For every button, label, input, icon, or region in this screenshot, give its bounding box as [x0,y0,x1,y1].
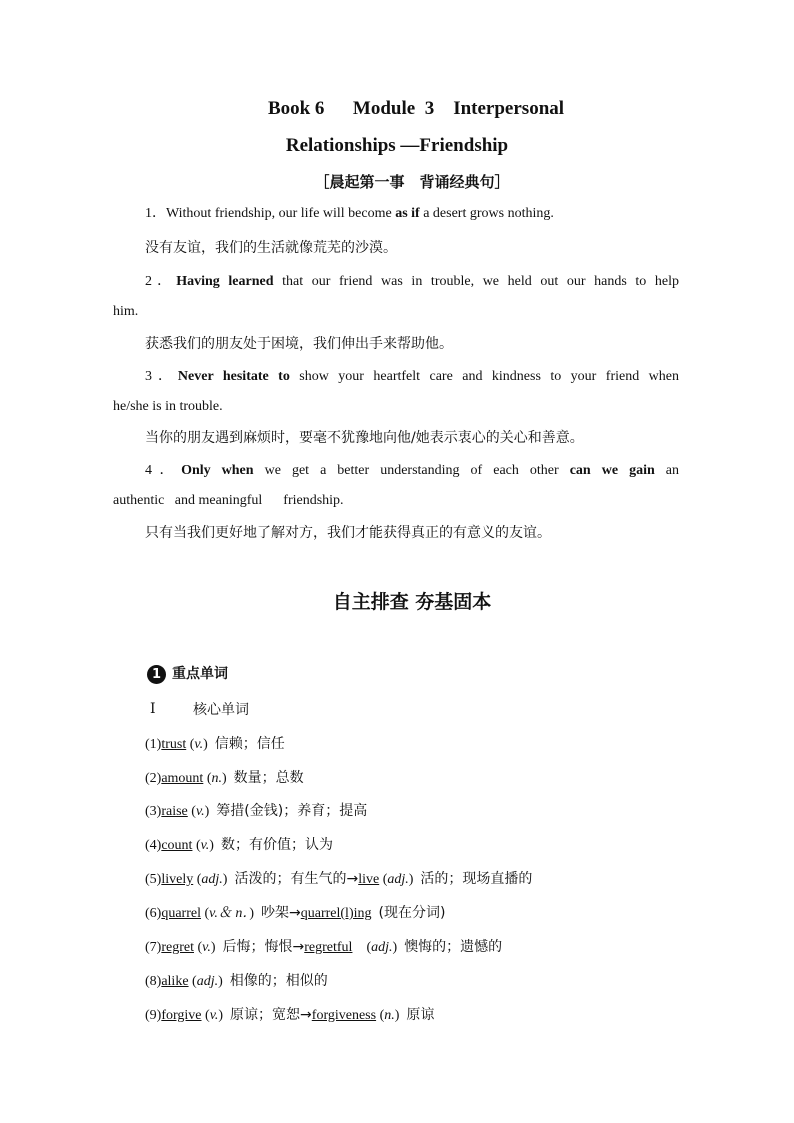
part-of-speech: v. [194,737,204,752]
sentence-2-english [145,273,679,291]
vocab-word: amount [161,771,204,786]
key-phrase: Only when [181,463,254,478]
vocab-derived-word: live [358,872,380,887]
sentence-number: 3． [145,369,178,384]
vocab-meaning: 相像的；相似的 [229,973,328,989]
key-phrase: as if [395,206,420,221]
vocab-number: (3) [145,804,162,819]
vocab-derived-note: (现在分词) [378,905,446,921]
vocab-derived-meaning: 原谅 [406,1007,435,1023]
vocab-item: (4)count (v.) 数；有价值；认为 [145,837,333,853]
sentence-3-english [145,368,679,386]
vocab-derived-word: forgiveness [311,1008,377,1023]
sentence-text: an [654,463,680,478]
section-bracket-heading: ［晨起第一事 背诵经典句］ [314,173,510,191]
vocab-meaning: 数量；总数 [233,770,304,786]
vocab-word: raise [161,804,188,819]
section-title: 自主排查 夯基固本 [332,591,492,613]
part-of-speech: v. [200,838,210,853]
vocab-number: (8) [145,974,162,989]
vocab-item: (8)alike (adj.) 相像的；相似的 [145,973,328,989]
sentence-number: 1． [145,206,166,221]
vocab-item: (7)regret (v.) 后悔；悔恨→regretful (adj.) 懊悔的；遗憾的 [145,939,503,955]
part-of-speech: n. [211,771,222,786]
vocab-derived-word: quarrel(l)ing [300,906,372,921]
vocab-derived-meaning: 懊悔的；遗憾的 [404,939,503,955]
vocab-number: (1) [145,737,162,752]
subsection-label: 核心单词 [193,702,249,718]
sentence-text: we get a better understanding of each other [253,463,570,478]
sentence-number: 2． [145,274,177,289]
sentence-4-english-continued: authentic and meaningful friendship. [113,493,344,508]
vocab-number: (4) [145,838,162,853]
vocab-item: (3)raise (v.) 筹措(金钱)；养育；提高 [145,803,368,819]
sentence-text: Without friendship, our life will become [166,206,396,221]
roman-numeral: Ⅰ [150,702,156,717]
part-of-speech: adj. [371,940,393,955]
vocab-word: quarrel [161,906,201,921]
part-of-speech: v. [195,804,205,819]
part-of-speech: v.＆ n． [209,906,250,921]
subsection-heading: 重点单词 [172,666,228,682]
vocab-meaning: 后悔；悔恨→ [222,939,305,955]
vocab-word: lively [161,872,194,887]
sentence-text: that our friend was in trouble, we held out our hands to help [273,274,679,289]
sentence-text: a desert grows nothing. [419,206,554,221]
sentence-number: 4． [145,463,182,478]
vocab-number: (5) [145,872,162,887]
vocab-item: (9)forgive (v.) 原谅；宽恕→forgiveness (n.) 原谅 [145,1007,435,1023]
page-title-line-2: Relationships —Friendship [285,135,509,156]
vocab-word: regret [161,940,194,955]
sentence-4-english [145,462,679,480]
vocab-meaning: 筹措(金钱)；养育；提高 [216,803,368,819]
vocab-number: (6) [145,906,162,921]
key-phrase: Never hesitate to [177,369,290,384]
vocab-number: (9) [145,1008,162,1023]
vocab-item: (1)trust (v.) 信赖；信任 [145,736,285,752]
vocab-meaning: 信赖；信任 [214,736,285,752]
part-of-speech: n. [384,1008,395,1023]
part-of-speech: v. [209,1008,219,1023]
vocab-word: forgive [161,1008,202,1023]
sentence-1-english [145,205,554,223]
vocab-number: (2) [145,771,162,786]
vocab-meaning: 活泼的；有生气的→ [234,871,359,887]
vocab-word: trust [161,737,187,752]
vocab-word: alike [161,974,189,989]
vocab-item: (2)amount (n.) 数量；总数 [145,770,304,786]
sentence-4-chinese: 只有当我们更好地了解对方，我们才能获得真正的有意义的友谊。 [145,525,551,541]
vocab-item: (6)quarrel (v.＆ n．) 吵架→quarrel(l)ing (现在分词) [145,905,446,921]
vocab-meaning: 吵架→ [261,905,301,921]
vocab-meaning: 原谅；宽恕→ [230,1007,312,1023]
vocab-word: count [161,838,193,853]
part-of-speech: adj. [201,872,223,887]
key-phrase: can we gain [569,463,655,478]
vocab-derived-meaning: 活的；现场直播的 [420,871,533,887]
sentence-3-english-continued: he/she is in trouble. [113,399,223,414]
sentence-2-english-continued: him. [113,304,139,319]
sentence-1-chinese: 没有友谊，我们的生活就像荒芜的沙漠。 [145,240,397,256]
vocab-number: (7) [145,940,162,955]
page-title-line-1: Book 6 Module 3 Interpersonal [267,98,565,119]
section-number-badge: 1 [147,665,166,684]
part-of-speech: v. [202,940,211,955]
key-phrase: Having learned [176,274,274,289]
vocab-item: (5)lively (adj.) 活泼的；有生气的→live (adj.) 活的；现场直播的 [145,871,533,887]
sentence-text: show your heartfelt care and kindness to your friend when [289,369,679,384]
sentence-3-chinese: 当你的朋友遇到麻烦时，要毫不犹豫地向他/她表示衷心的关心和善意。 [145,430,584,446]
part-of-speech: adj. [196,974,219,989]
part-of-speech: adj. [387,872,409,887]
vocab-derived-word: regretful [304,940,353,955]
sentence-2-chinese: 获悉我们的朋友处于困境，我们伸出手来帮助他。 [145,336,453,352]
vocab-meaning: 数；有价值；认为 [220,837,333,853]
